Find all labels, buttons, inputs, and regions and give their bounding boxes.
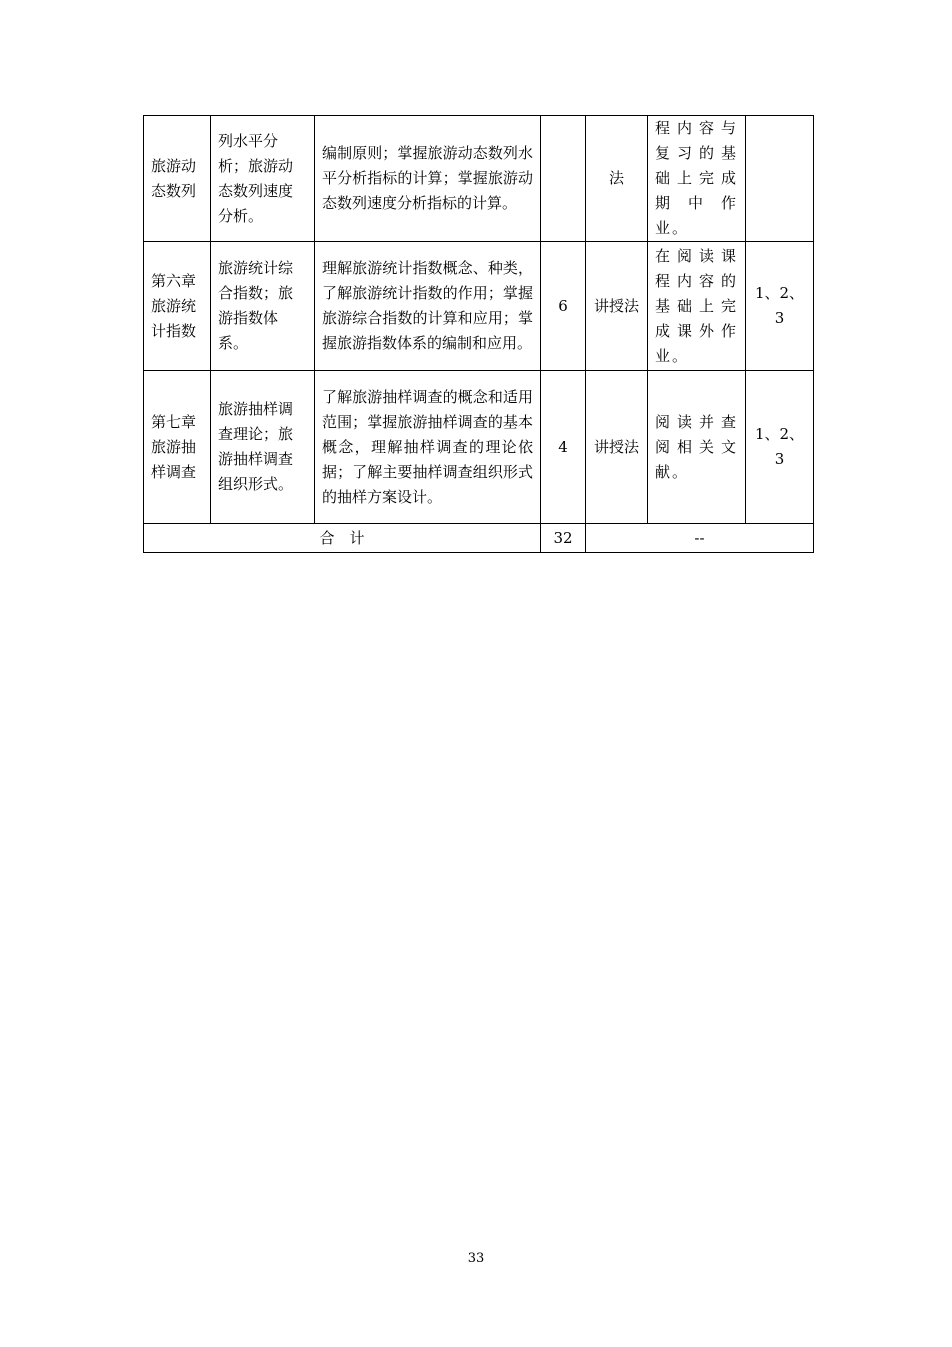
method-cell: 讲授法 — [586, 371, 648, 524]
references-cell — [746, 116, 814, 242]
chapter-cell: 第六章旅游统计指数 — [144, 242, 211, 371]
topic-cell: 旅游统计综合指数；旅游指数体系。 — [211, 242, 315, 371]
topic-cell: 列水平分析；旅游动态数列速度分析。 — [211, 116, 315, 242]
total-row — [144, 524, 814, 553]
total-label: 合 计 — [144, 524, 541, 553]
method-cell: 法 — [586, 116, 648, 242]
after-class-cell: 阅读并查阅相关文献。 — [648, 371, 746, 524]
table-row — [144, 371, 814, 524]
after-class-cell: 在阅读课程内容的基础上完成课外作业。 — [648, 242, 746, 371]
references-cell: 1、2、3 — [746, 371, 814, 524]
table-row — [144, 116, 814, 242]
references-cell: 1、2、3 — [746, 242, 814, 371]
hours-cell — [541, 116, 586, 242]
requirements-cell: 理解旅游统计指数概念、种类，了解旅游统计指数的作用；掌握旅游综合指数的计算和应用；掌握旅游指数体系的编制和应用。 — [315, 242, 541, 371]
topic-cell: 旅游抽样调查理论；旅游抽样调查组织形式。 — [211, 371, 315, 524]
total-rest: -- — [586, 524, 814, 553]
table-row — [144, 242, 814, 371]
chapter-cell: 旅游动态数列 — [144, 116, 211, 242]
hours-cell: 4 — [541, 371, 586, 524]
chapter-cell: 第七章旅游抽样调查 — [144, 371, 211, 524]
method-cell: 讲授法 — [586, 242, 648, 371]
hours-cell: 6 — [541, 242, 586, 371]
total-hours: 32 — [541, 524, 586, 553]
requirements-cell: 了解旅游抽样调查的概念和适用范围；掌握旅游抽样调查的基本概念，理解抽样调查的理论依据；了解主要抽样调查组织形式的抽样方案设计。 — [315, 371, 541, 524]
syllabus-table — [143, 115, 814, 553]
after-class-cell: 程内容与复习的基础上完成期中作业。 — [648, 116, 746, 242]
page-number: 33 — [467, 1251, 485, 1266]
requirements-cell: 编制原则；掌握旅游动态数列水平分析指标的计算；掌握旅游动态数列速度分析指标的计算。 — [315, 116, 541, 242]
